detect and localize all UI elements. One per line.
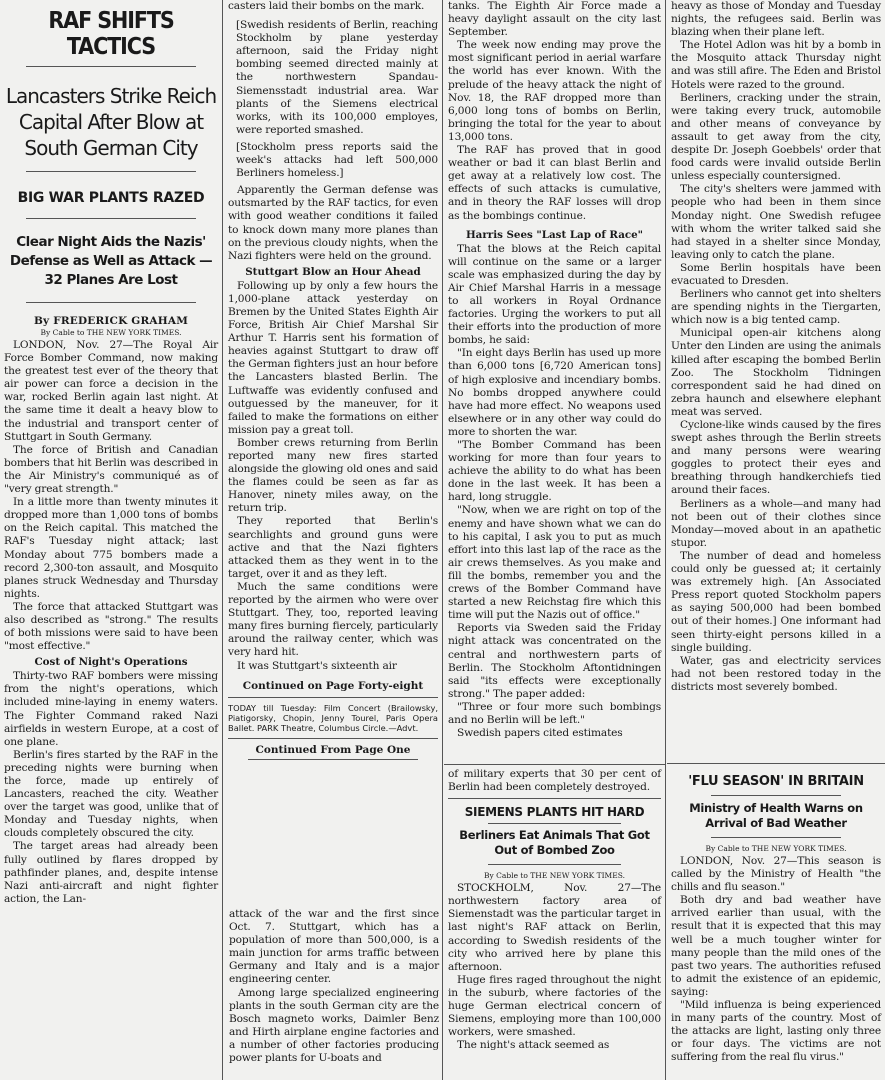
- divider: [26, 171, 196, 172]
- paragraph: Both dry and bad weather have arrived earlier than usual, with the result that it is expected that this may well be a much tougher winter for many people than the mild ones of the past two years. The authorities refused to admit the existence of an epidemic, saying:: [671, 894, 881, 998]
- paragraph: heavy as those of Monday and Tuesday nights, the refugees said. Berlin was blazing when their plane left.: [671, 0, 881, 39]
- continued-from-notice: Continued From Page One: [255, 743, 411, 756]
- column-rule: [665, 0, 666, 1080]
- divider: [711, 795, 841, 796]
- paragraph: The target areas had already been fully outlined by flares dropped by pathfinder planes, and, despite intense Nazi anti-aircraft and night fighter action, the Lan-: [4, 840, 218, 905]
- deck-3: Clear Night Aids the Nazis' Defense as Well as Attack —32 Planes Are Lost: [9, 234, 213, 288]
- paragraph: Water, gas and electricity services had not been restored today in the districts most severely bombed.: [671, 654, 881, 693]
- divider: [248, 759, 418, 760]
- paragraph: "Three or four more such bombings and no Berlin will be left.": [448, 700, 661, 726]
- paragraph: Much the same conditions were reported by the airmen who were over Stuttgart. They, too, reported leaving many fires burning fiercely, particularly around the railway center, which was very hard hit.: [228, 580, 438, 659]
- paragraph: The Hotel Adlon was hit by a bomb in the Mosquito attack Thursday night and was still afire. The Eden and Bristol Hotels were razed to the ground.: [671, 39, 881, 91]
- paragraph: Berliners who cannot get into shelters are spending nights in the Tiergarten, which now is a big tented camp.: [671, 288, 881, 327]
- continued-notice: Continued on Page Forty-eight: [242, 679, 424, 692]
- cable-credit: By Cable to THE NEW YORK TIMES.: [705, 844, 847, 853]
- column-1: [0, 0, 222, 1080]
- paragraph: "Now, when we are right on top of the enemy and have shown what we can do to his capital, I ask you to put as much effort into this last lap of the race as the air crews themselves. As you make and fill the bombs, remember you and the crews of the Bomber Command have started a new Reichstag fire which this time will put the Nazis out of office.": [448, 504, 661, 622]
- bracket-paragraph: [Swedish residents of Berlin, reaching Stockholm by plane yesterday afternoon, said the Friday night bombing seemed directed mainly at the northwestern Spandau-Siemensstadt industrial area. War plants of the Siemens electrical works, with its 100,000 employes, were reported smashed.: [236, 19, 438, 136]
- bracket-paragraph: [Stockholm press reports said the week's attacks had left 500,000 Berliners homeless.]: [236, 140, 438, 180]
- paragraph: Municipal open-air kitchens along Unter den Linden are using the animals killed after escaping the bombed Berlin Zoo. The Stockholm Tidningen correspondent said he had dined on zebra haunch and elsewhere elephant meat was served.: [671, 327, 881, 418]
- paragraph: The city's shelters were jammed with people who had been in them since Monday night. One Swedish refugee with whom the writer talked said she had stayed in a shelter since Monday, leaving only to catch the plane.: [671, 183, 881, 261]
- divider: [488, 823, 621, 824]
- paragraph: casters laid their bombs on the mark.: [228, 0, 425, 12]
- byline: By FREDERICK GRAHAM: [33, 315, 189, 327]
- divider: [448, 798, 661, 799]
- divider: [26, 218, 196, 219]
- cable-credit: By Cable to THE NEW YORK TIMES.: [40, 328, 182, 337]
- paragraph: tanks. The Eighth Air Force made a heavy daylight assault on the city last September.: [448, 0, 661, 39]
- paragraph: "Mild influenza is being experienced in many parts of the country. Most of the attacks are light, lasting only three or four days. The victims are not suffering from the real flu virus.": [671, 999, 881, 1064]
- paragraph: The force that attacked Stuttgart was also described as "strong." The results of both missions were said to have been "most effective.": [4, 600, 218, 653]
- continued-story-box: [226, 908, 442, 1080]
- divider: [711, 837, 841, 838]
- paragraph: "The Bomber Command has been working for more than four years to achieve the ability to do what has been done in the last week. It has been a hard, long struggle.: [448, 439, 661, 504]
- paragraph: That the blows at the Reich capital will continue on the same or a larger scale was emphasized during the day by Air Chief Marshal Harris in a message to all workers in Royal Ordnance factories. Urging the workers to put all their efforts into the production of more bombs, he said:: [448, 242, 661, 347]
- divider: [26, 66, 196, 67]
- main-headline: RAF SHIFTS TACTICS: [48, 8, 174, 60]
- subhead: Cost of Night's Operations: [34, 656, 188, 669]
- paragraph: STOCKHOLM, Nov. 27—The northwestern factory area of Siemenstadt was the particular target in last night's RAF attack on Berlin, according to Swedish residents of the city who arrived here by plane this afternoon.: [448, 882, 661, 973]
- deck-1: Lancasters Strike Reich Capital After Blow at South German City: [5, 84, 217, 160]
- column-rule: [222, 0, 223, 1080]
- paragraph: Berliners, cracking under the strain, were taking every truck, automobile and other means of conveyance by assault to get away from the city, despite Dr. Joseph Goebbels' order that food cards were invalid outside Berlin unless especially countersigned.: [671, 91, 881, 183]
- divider: [228, 738, 438, 739]
- paragraph: of military experts that 30 per cent of Berlin had been completely destroyed.: [448, 768, 661, 794]
- siemens-deck: Berliners Eat Animals That Got Out of Bombed Zoo: [459, 828, 650, 858]
- paragraph: attack of the war and the first since Oct. 7. Stuttgart, which has a population of more than 500,000, is a main junction for arms traffic between Germany and Italy and is a major engineering center.: [229, 908, 439, 986]
- paragraph: The number of dead and homeless could only be guessed at; it certainly was extremely high. [An Associated Press report quoted Stockholm papers as saying 500,000 had been bombed out of their homes.] One informant had seen thirty-eight persons killed in a single building.: [671, 549, 881, 654]
- column-rule: [442, 0, 443, 1080]
- paragraph: Berlin's fires started by the RAF in the preceding nights were burning when the force, made up entirely of Lancasters, reached the city. Weather over the target was good, unlike that of Monday and Tuesday nights, when clouds completely obscured the city.: [4, 748, 218, 840]
- paragraph: It was Stuttgart's sixteenth air: [237, 659, 397, 672]
- paragraph: Reports via Sweden said the Friday night attack was concentrated on the central and northwestern parts of Berlin. The Stockholm Aftontidningen said "its effects were exceptionally strong." The paper added:: [448, 622, 661, 700]
- paragraph: LONDON, Nov. 27—This season is called by the Ministry of Health "the chills and flu season.": [671, 855, 881, 894]
- paragraph: Among large specialized engineering plants in the south German city are the Bosch magneto works, Daimler Benz and Hirth airplane engine factories and a number of other factories producing power plants for U-boats and: [229, 986, 439, 1065]
- flu-story: [667, 763, 885, 1080]
- divider: [228, 697, 438, 698]
- paragraph: Apparently the German defense was outsmarted by the RAF tactics, for even with good weather conditions it failed to knock down many more planes than on the previous cloudy nights, when the Nazi fighters were held on the ground.: [228, 184, 438, 262]
- paragraph: LONDON, Nov. 27—The Royal Air Force Bomber Command, now making the greatest test ever of the theory that air power can force a decision in the war, rocked Berlin again last night. At the same time it dealt a heavy blow to the industrial and transport center of Stuttgart in South Germany.: [4, 339, 218, 443]
- divider: [488, 864, 621, 865]
- siemens-headline: SIEMENS PLANTS HIT HARD: [464, 805, 645, 820]
- paragraph: Thirty-two RAF bombers were missing from the night's operations, which included mine-laying in enemy waters. The Fighter Command raked Nazi airfields in western Europe, at a cost of one plane.: [4, 670, 218, 748]
- paragraph: The RAF has proved that in good weather or bad it can blast Berlin and get away at a relatively low cost. The effects of such attacks is cumulative, and in theory the RAF losses will drop as the bombings continue.: [448, 144, 661, 222]
- subhead: Stuttgart Blow an Hour Ahead: [245, 265, 421, 278]
- paragraph: Swedish papers cited estimates: [457, 727, 623, 740]
- paragraph: Cyclone-like winds caused by the fires swept ashes through the Berlin streets and many persons were wearing goggles to protect their eyes and breathing through handkerchiefs tied around their faces.: [671, 419, 881, 497]
- paragraph: The force of British and Canadian bombers that hit Berlin was described in the Air Ministry's communiqué as of "very great strength.": [4, 443, 218, 496]
- paragraph: Huge fires raged throughout the night in the suburb, where factories of the huge German electrical concern of Siemens, employing more than 100,000 workers, were smashed.: [448, 973, 661, 1039]
- flu-headline: 'FLU SEASON' IN BRITAIN: [688, 774, 864, 789]
- siemens-story: [444, 764, 665, 1080]
- flu-deck: Ministry of Health Warns on Arrival of Bad Weather: [689, 801, 863, 830]
- paragraph: In a little more than twenty minutes it dropped more than 1,000 tons of bombs on the Reich capital. This matched the RAF's Tuesday night attack; last Monday about 775 bombers made a record 2,300-ton assault, and Mosquito planes struck Wednesday and Thursday nights.: [4, 496, 218, 600]
- paragraph: Following up by only a few hours the 1,000-plane attack yesterday on Bremen by the United States Eighth Air Force, British Air Chief Marshal Sir Arthur T. Harris sent his formation of heavies against Stuttgart to draw off the German fighters just an hour before the Lancasters blasted Berlin. The Luftwaffe was evidently confused and outguessed by the maneuver, for it failed to make the formations on either mission pay a great toll.: [228, 279, 438, 436]
- paragraph: Bomber crews returning from Berlin reported many new fires started alongside the glowing old ones and said the flames could be seen as far as Hanover, ninety miles away, on the return trip.: [228, 436, 438, 515]
- paragraph: The night's attack seemed as: [457, 1039, 610, 1052]
- advertisement: TODAY till Tuesday: Film Concert (Brailowsky, Piatigorsky, Chopin, Jenny Tourel, Paris Opera Ballet. PARK Theatre, Columbus Circle.—Advt.: [228, 702, 438, 733]
- paragraph: Some Berlin hospitals have been evacuated to Dresden.: [671, 261, 881, 287]
- paragraph: The week now ending may prove the most significant period in aerial warfare the world has ever known. With the prelude of the heavy attack the night of Nov. 18, the RAF dropped more than 6,000 long tons of bombs on Berlin, bringing the total for the year to about 13,000 tons.: [448, 39, 661, 143]
- paragraph: Berliners as a whole—and many had not been out of their clothes since Monday—moved about in an apathetic stupor.: [671, 497, 881, 549]
- paragraph: They reported that Berlin's searchlights and ground guns were active and that the Nazi fighters attacked them as they went in to the target, over it and as they left.: [228, 515, 438, 580]
- paragraph: "In eight days Berlin has used up more than 6,000 tons [6,720 American tons] of high explosive and incendiary bombs. No bombs dropped anywhere could have had more effect. No weapons used elsewhere or in any other way could do more to shorten the war.: [448, 347, 661, 438]
- divider: [26, 302, 196, 303]
- subhead: Harris Sees "Last Lap of Race": [465, 228, 644, 241]
- deck-2: BIG WAR PLANTS RAZED: [17, 190, 205, 206]
- cable-credit: By Cable to THE NEW YORK TIMES.: [484, 871, 625, 881]
